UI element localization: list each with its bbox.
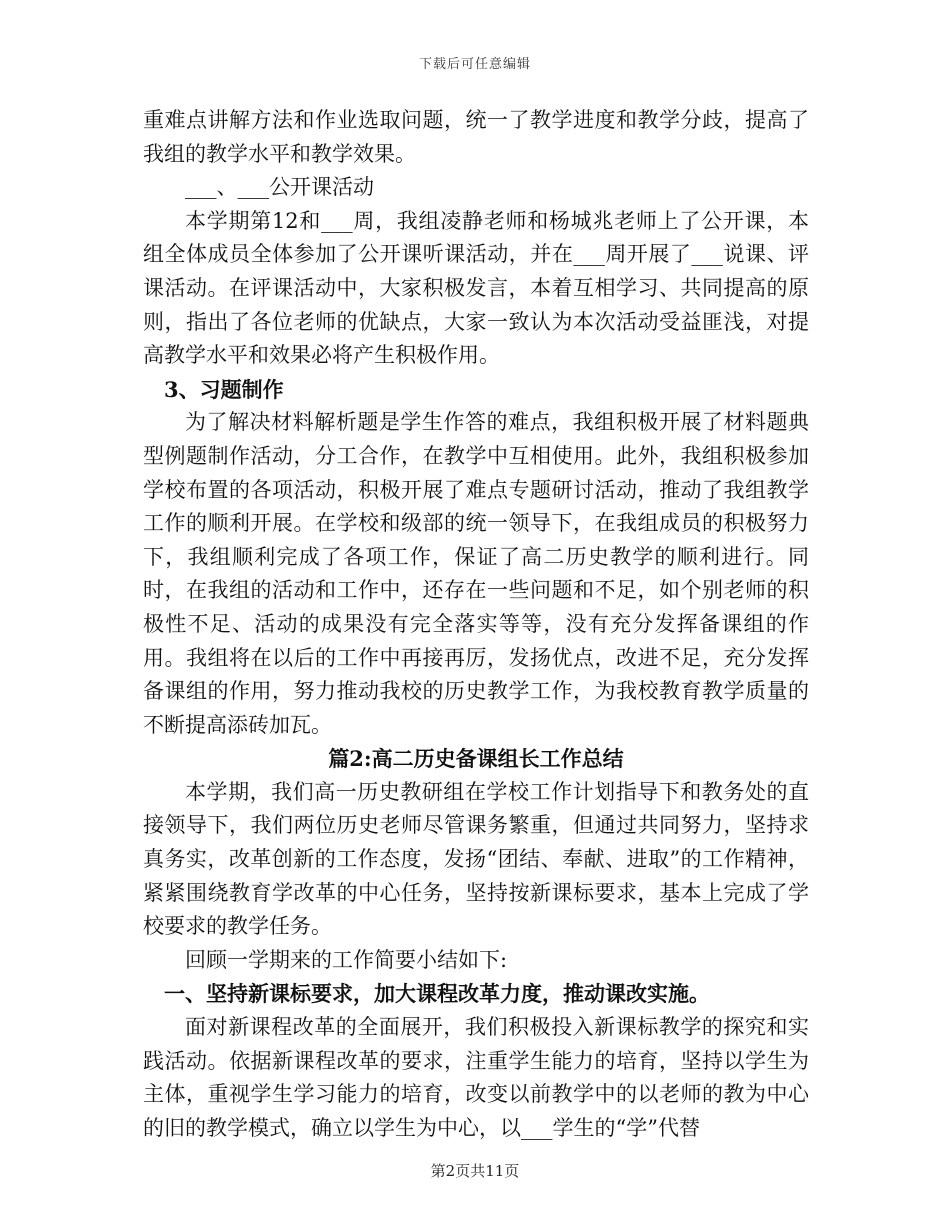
subheading-exercises: 3、习题制作 <box>164 376 284 402</box>
paragraph-summary-lead: 回顾一学期来的工作简要小结如下: <box>185 947 508 972</box>
paragraph-curriculum: 面对新课程改革的全面展开，我们积极投入新课标教学的探究和实践活动。依据新课程改革的要求，注重学生能力的培育，坚持以学生为主体，重视学生学习能力的培育，改变以前教学中的以老师的教为中心的旧的教学模式，确立以学生为中心，以___学生的“学”代替 <box>143 1015 809 1140</box>
subheading-open-class: ___、___公开课活动 <box>185 175 374 200</box>
paragraph-intro: 本学期，我们高一历史教研组在学校工作计划指导下和教务处的直接领导下，我们两位历史老师尽管课务繁重，但通过共同努力，坚持求真务实，改革创新的工作态度，发扬“团结、奉献、进取”的工作精神，紧紧围绕教育学改革的中心任务，坚持按新课标要求，基本上完成了学校要求的教学任务。 <box>143 779 809 939</box>
paragraph-continuation: 重难点讲解方法和作业选取问题，统一了教学进度和教学分歧，提高了我组的教学水平和教学效果。 <box>143 108 809 166</box>
page-header: 下载后可任意编辑 <box>418 57 531 72</box>
subheading-curriculum: 一、坚持新课标要求，加大课程改革力度，推动课改实施。 <box>164 981 710 1007</box>
paragraph-open-class: 本学期第12和___周，我组凌静老师和杨城兆老师上了公开课，本组全体成员全体参加了公开课听课活动，并在___周开展了___说课、评课活动。在评课活动中，大家积极发言，本着互相学习、共同提高的原则，指出了各位老师的优缺点，大家一致认为本次活动受益匪浅，对提高教学水平和效果必将产生积极作用。 <box>143 208 809 368</box>
section-title: 篇2:高二历史备课组长工作总结 <box>328 746 624 772</box>
document-body <box>143 104 809 1145</box>
paragraph-exercises: 为了解决材料解析题是学生作答的难点，我组积极开展了材料题典型例题制作活动，分工合作，在教学中互相使用。此外，我组积极参加学校布置的各项活动，积极开展了难点专题研讨活动，推动了我组教学工作的顺利开展。在学校和级部的统一领导下，在我组成员的积极努力下，我组顺利完成了各项工作，保证了高二历史教学的顺利进行。同时，在我组的活动和工作中，还存在一些问题和不足，如个别老师的积极性不足、活动的成果没有完全落实等等，没有充分发挥备课组的作用。我组将在以后的工作中再接再厉，发扬优点，改进不足，充分发挥备课组的作用，努力推动我校的历史教学工作，为我校教育教学质量的不断提高添砖加瓦。 <box>143 410 809 737</box>
page-footer: 第2页共11页 <box>430 1162 520 1180</box>
